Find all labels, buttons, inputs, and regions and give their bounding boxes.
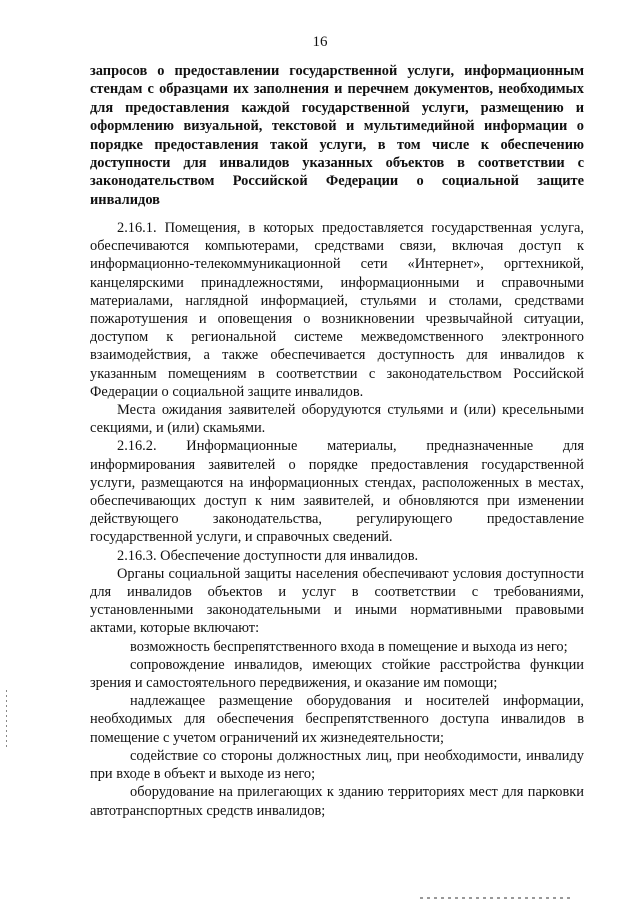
- list-item: оборудование на прилегающих к зданию территориях мест для парковки автотранспортных средств инвалидов;: [90, 784, 584, 819]
- scan-artifact-left: [6, 690, 7, 750]
- list-item: возможность беспрепятственного входа в помещение и выхода из него;: [130, 638, 568, 655]
- list-item: сопровождение инвалидов, имеющих стойкие расстройства функции зрения и самостоятельного передвижения, и оказание им помощи;: [90, 656, 584, 692]
- paragraph-2-16-2: 2.16.2. Информационные материалы, предназначенные для информирования заявителей о порядке предоставления государственной услуги, размещаются на информационных стендах, расположенных в местах, обеспечивающих доступ к ним заявителей, и обновляются при изменении действующего законодательства, регулирующего предоставление государственной услуги, и справочных сведений.: [90, 438, 584, 546]
- page-number: 16: [312, 34, 328, 50]
- section-body: [90, 219, 584, 820]
- scan-artifact-bottom: [420, 897, 570, 899]
- paragraph-social-protection: Органы социальной защиты населения обеспечивают условия доступности для инвалидов объектов и услуг в соответствии с требованиями, установленными законодательными и иными нормативными правовыми актами, которые включают:: [90, 565, 584, 637]
- list-item: надлежащее размещение оборудования и носителей информации, необходимых для обеспечения беспрепятственного доступа инвалидов в помещение с учетом ограничений их жизнедеятельности;: [90, 693, 584, 746]
- paragraph-2-16-1: 2.16.1. Помещения, в которых предоставляется государственная услуга, обеспечиваются компьютерами, средствами связи, включая доступ к информационно-телекоммуникационной сети «Интернет», оргтехникой, канцелярскими принадлежностями, информационными и справочными материалами, наглядной информацией, стульями и столами, средствами пожаротушения и оповещения о возникновении чрезвычайной ситуации, доступом к региональной системе межведомственного электронного взаимодействия, а также обеспечивается доступность для инвалидов к указанным помещениям в соответствии с законодательством Российской Федерации о социальной защите инвалидов.: [90, 220, 584, 400]
- list-item: содействие со стороны должностных лиц, при необходимости, инвалиду при входе в объект и выходе из него;: [90, 747, 584, 783]
- paragraph-2-16-3: 2.16.3. Обеспечение доступности для инвалидов.: [117, 547, 419, 564]
- section-heading: запросов о предоставлении государственной услуги, информационным стендам с образцами их заполнения и перечнем документов, необходимых для предоставления каждой государственной услуги, размещению и оформлению визуальной, текстовой и мультимедийной информации о порядке предоставления такой услуги, в том числе к обеспечению доступности для инвалидов указанных объектов в соответствии с законодательством Российской Федерации о социальной защите инвалидов: [90, 63, 584, 208]
- paragraph-waiting-areas: Места ожидания заявителей оборудуются стульями и (или) кресельными секциями, и (или) скамьями.: [90, 402, 584, 437]
